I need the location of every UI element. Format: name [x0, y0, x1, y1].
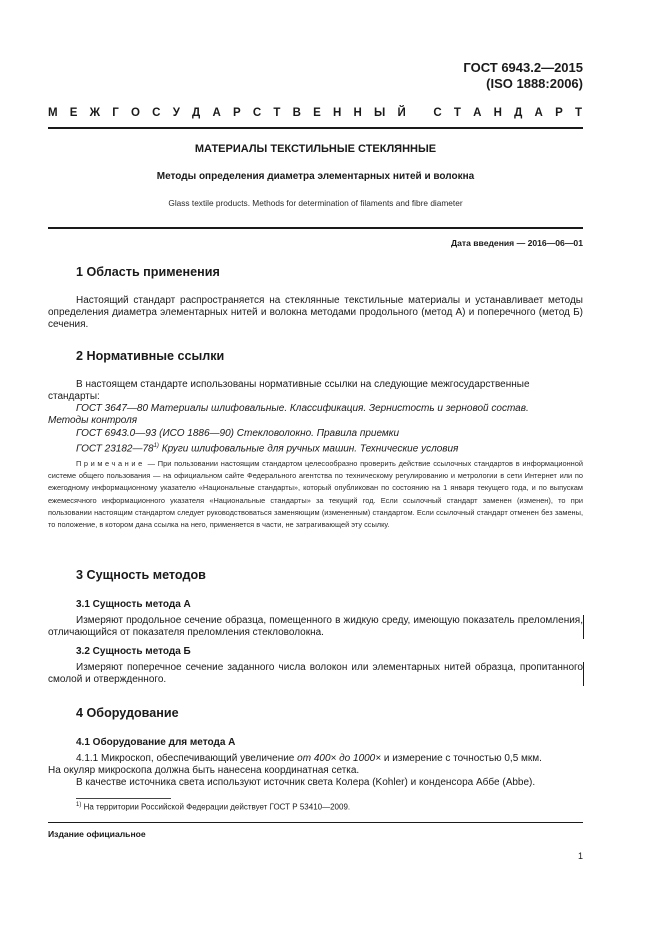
banner-letter: Д — [514, 107, 523, 119]
banner-letter: Ж — [89, 107, 101, 119]
standard-id — [463, 60, 583, 92]
clause-4-1-1-cont: На окуляр микроскопа должна быть нанесена координатная сетка. — [48, 765, 360, 776]
banner-letter: Ы — [374, 107, 386, 119]
section-4-heading: 4 Оборудование — [76, 706, 179, 720]
reference-title: Круги шлифовальные для ручных машин. Технические условия — [158, 443, 459, 455]
note-text: — При пользовании настоящим стандартом целесообразно проверить действие ссылочных стандартов в информационной системе общего пользования — на официальном сайте Федерального агентства по техническому регулированию и метрологии в сети Интернет или по ежегодному информационному указателю «Национальные стандарты», который опубликован по состоянию на 1 января текущего года, и по выпускам ежемесячного информационного указателя «Национальные стандарты» за текущий год. Если ссылочный стандарт заменен (изменен), то при пользовании настоящим стандартом следует руководствоваться заменяющим (измененным) стандартом. Если ссылочный стандарт отменен без замены, то положение, в котором дана ссылка на него, применяется в части, не затрагивающей эту ссылку. — [48, 459, 583, 530]
clause-text-italic: от 400 — [297, 753, 331, 764]
reference-number: ГОСТ 23182—78 — [76, 443, 154, 455]
header-rule — [48, 127, 583, 129]
standard-number: ГОСТ 6943.2—2015 — [463, 60, 583, 75]
clause-4-1-1-light: В качестве источника света используют источник света Колера (Kohler) и конденсора Аббе (Abbe). — [76, 777, 536, 788]
document-subtitle: Методы определения диаметра элементарных нитей и волокна — [156, 171, 475, 182]
banner-letter: В — [292, 107, 301, 119]
title-rule — [48, 227, 583, 229]
banner-letter: Е — [69, 107, 78, 119]
change-bar — [583, 615, 584, 639]
banner-letter: Т — [453, 107, 461, 119]
subsection-3-1-heading: 3.1 Сущность метода А — [76, 599, 191, 610]
banner-letter: М — [48, 107, 58, 119]
banner-letter: Й — [397, 107, 406, 119]
banner-letter: Т — [273, 107, 281, 119]
section-2-intro-cont: стандарты: — [48, 391, 100, 402]
banner-letter: С — [433, 107, 442, 119]
footer-rule — [48, 822, 583, 823]
note-block — [48, 458, 583, 531]
banner-letter: А — [473, 107, 482, 119]
banner-letter: У — [172, 107, 180, 119]
footnote-marker: 1) — [153, 443, 159, 449]
interstate-standard-banner — [48, 107, 582, 119]
effective-date: Дата введения — 2016—06—01 — [450, 238, 583, 248]
iso-number: (ISO 1888:2006) — [486, 76, 583, 91]
clause-text: 4.1.1 Микроскоп, обеспечивающий увеличение — [76, 753, 298, 764]
footnote-mark: 1) — [76, 802, 82, 808]
banner-letter: Т — [574, 107, 582, 119]
reference-gost-6943-0: ГОСТ 6943.0—93 (ИСО 1886—90) Стекловолокно. Правила приемки — [76, 428, 400, 439]
banner-gap — [418, 107, 421, 119]
subsection-3-2-heading: 3.2 Сущность метода Б — [76, 646, 191, 657]
section-1-heading: 1 Область применения — [76, 265, 220, 279]
banner-letter: Р — [232, 107, 241, 119]
banner-letter: Н — [332, 107, 342, 119]
footnote — [76, 802, 350, 812]
subsection-4-1-heading: 4.1 Оборудование для метода А — [76, 737, 236, 748]
reference-gost-3647-cont: Методы контроля — [48, 415, 138, 426]
reference-gost-23182 — [76, 440, 458, 456]
note-label: Примечание — [76, 459, 145, 468]
section-3-heading: 3 Сущность методов — [76, 568, 206, 582]
banner-letter: С — [252, 107, 262, 119]
clause-text-italic: × — [375, 753, 382, 764]
change-bar — [583, 662, 584, 686]
banner-letter: Д — [192, 107, 201, 119]
edition-label: Издание официальное — [48, 829, 146, 839]
document-title: МАТЕРИАЛЫ ТЕКСТИЛЬНЫЕ СТЕКЛЯННЫЕ — [194, 143, 437, 155]
banner-letter: О — [131, 107, 140, 119]
banner-letter: Н — [493, 107, 502, 119]
section-2-intro: В настоящем стандарте использованы нормативные ссылки на следующие межгосударственные — [76, 379, 530, 390]
banner-letter: А — [212, 107, 221, 119]
clause-4-1-1 — [76, 753, 542, 765]
section-1-text: Настоящий стандарт распространяется на стеклянные текстильные материалы и устанавливает методы определения диаметра элементарных нитей и волокна методами продольного (метод А) и поперечного (метод Б) сечения. — [48, 295, 583, 331]
footnote-text: На территории Российской Федерации действует ГОСТ Р 53410—2009. — [81, 802, 351, 812]
page-number: 1 — [578, 851, 584, 861]
banner-letter: Р — [555, 107, 563, 119]
banner-letter: С — [152, 107, 161, 119]
subsection-3-1-text: Измеряют продольное сечение образца, помещенного в жидкую среду, имеющую показатель преломления, отличающийся от показателя преломления стекловолокна. — [48, 615, 583, 639]
banner-letter: Н — [353, 107, 362, 119]
subsection-3-2-text: Измеряют поперечное сечение заданного числа волокон или элементарных нитей образца, пропитанного смолой и отвержденного. — [48, 662, 583, 686]
english-title: Glass textile products. Methods for determination of filaments and fibre diameter — [168, 198, 463, 208]
section-2-heading: 2 Нормативные ссылки — [76, 349, 225, 363]
banner-letter: Е — [313, 107, 321, 119]
reference-gost-3647: ГОСТ 3647—80 Материалы шлифовальные. Классификация. Зернистость и зерновой состав. — [76, 403, 529, 414]
footnote-rule — [76, 798, 171, 799]
clause-text-italic: × до 1000 — [330, 753, 376, 764]
banner-letter: Г — [112, 107, 119, 119]
clause-text: и измерение с точностью 0,5 мкм. — [381, 753, 542, 764]
banner-letter: А — [534, 107, 543, 119]
